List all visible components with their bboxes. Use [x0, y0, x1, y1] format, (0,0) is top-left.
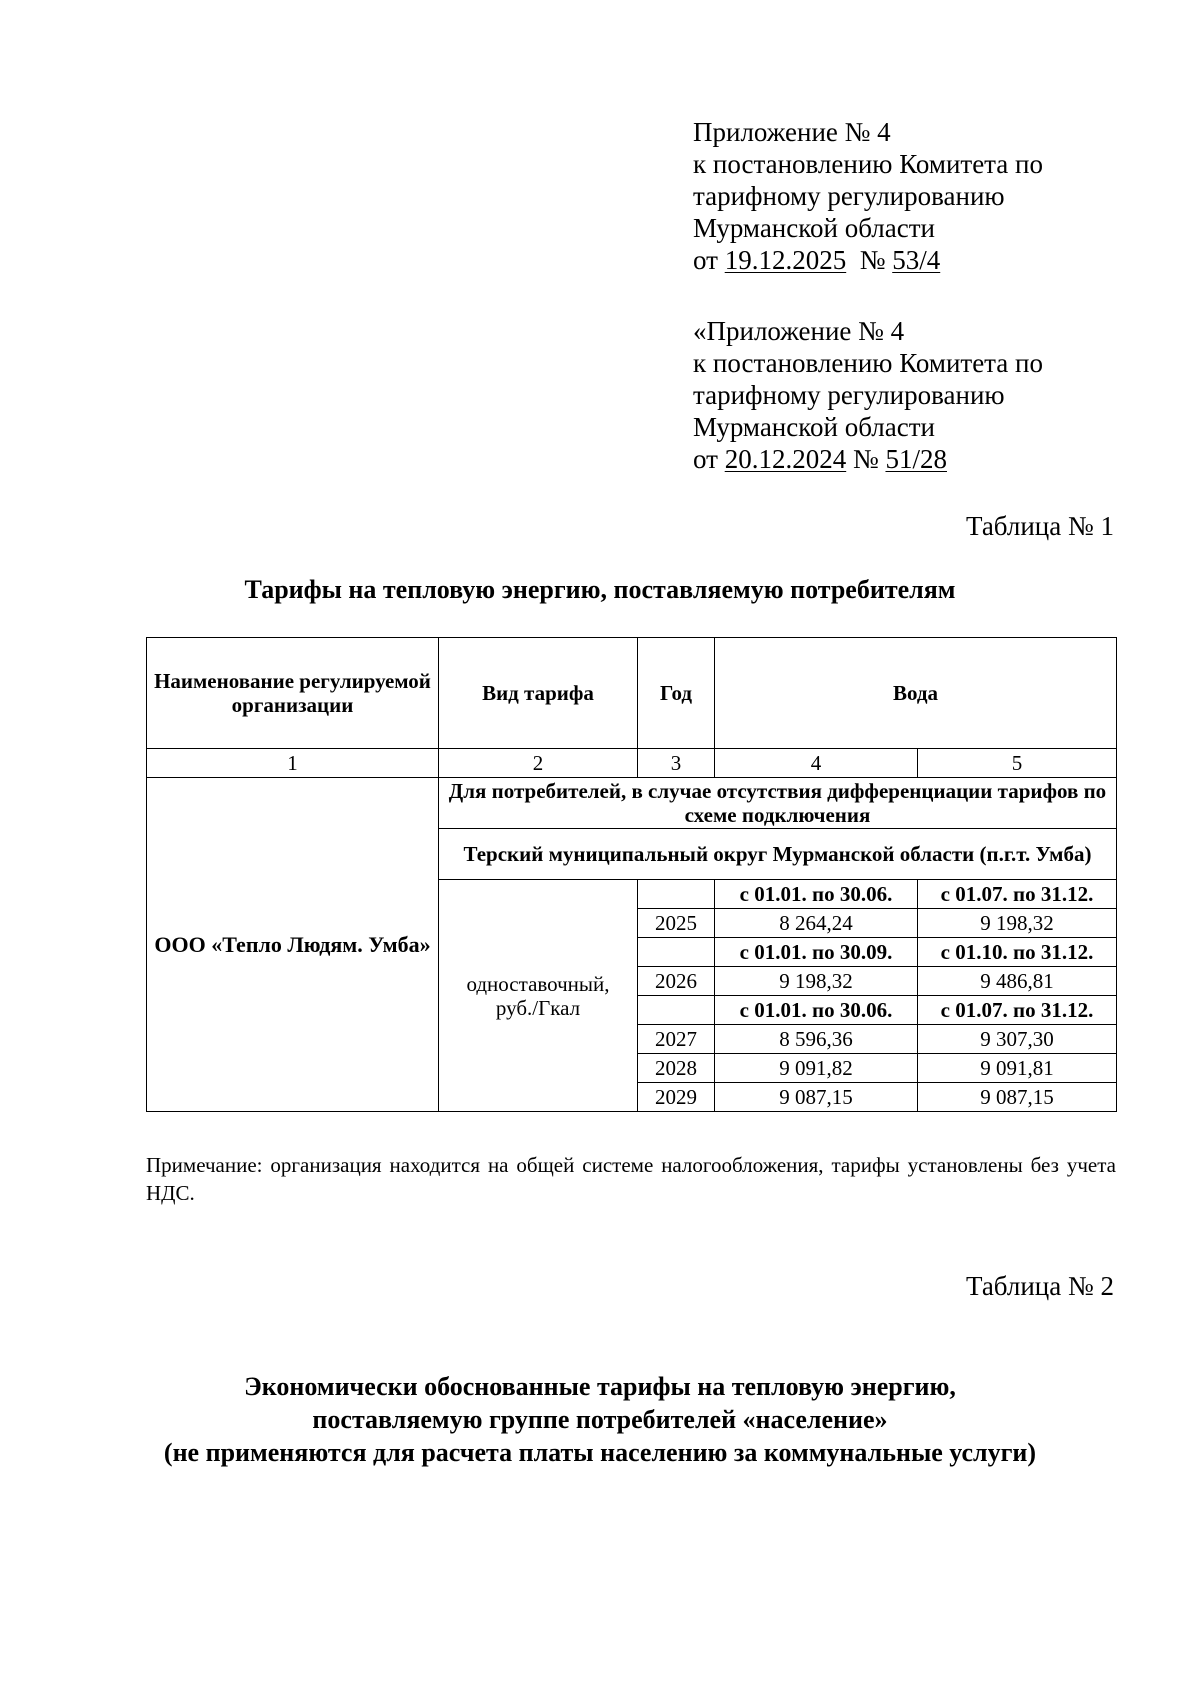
- appendix-date-line: [693, 244, 1043, 276]
- year-cell: 2025: [638, 909, 715, 938]
- resolution-date: 20.12.2024: [724, 444, 847, 474]
- appendix-header-current: [693, 116, 1043, 276]
- group-row: [147, 778, 1117, 829]
- value-cell: 9 198,32: [918, 909, 1117, 938]
- header-tariff-type: Вид тарифа: [439, 638, 638, 749]
- appendix-line: Мурманской области: [693, 213, 935, 243]
- period-cell: с 01.07. по 31.12.: [918, 880, 1117, 909]
- year-cell: [638, 938, 715, 967]
- year-cell: [638, 880, 715, 909]
- year-cell: [638, 996, 715, 1025]
- value-cell: 9 198,32: [715, 967, 918, 996]
- group-region: Терский муниципальный округ Мурманской области (п.г.т. Умба): [439, 829, 1117, 880]
- value-cell: 9 091,81: [918, 1054, 1117, 1083]
- period-cell: с 01.01. по 30.06.: [715, 880, 918, 909]
- period-cell: с 01.01. по 30.09.: [715, 938, 918, 967]
- period-cell: с 01.01. по 30.06.: [715, 996, 918, 1025]
- resolution-date: 19.12.2025: [724, 245, 847, 275]
- column-number-row: [147, 749, 1117, 778]
- table1-note: Примечание: организация находится на общей системе налогообложения, тарифы установлены без учета НДС.: [146, 1153, 1116, 1205]
- date-prefix: от: [693, 444, 718, 474]
- value-cell: 9 307,30: [918, 1025, 1117, 1054]
- value-cell: 8 596,36: [715, 1025, 918, 1054]
- col-number: 1: [147, 749, 439, 778]
- period-cell: с 01.07. по 31.12.: [918, 996, 1117, 1025]
- year-cell: 2027: [638, 1025, 715, 1054]
- appendix-line: Приложение № 4: [693, 117, 891, 147]
- table2-title-line: Экономически обоснованные тарифы на тепловую энергию,: [244, 1372, 956, 1401]
- appendix-line: к постановлению Комитета по: [693, 348, 1043, 378]
- table1-label: Таблица № 1: [966, 511, 1114, 541]
- appendix-line: к постановлению Комитета по: [693, 149, 1043, 179]
- year-cell: 2026: [638, 967, 715, 996]
- date-prefix: от: [693, 245, 718, 275]
- value-cell: 9 087,15: [918, 1083, 1117, 1112]
- value-cell: 8 264,24: [715, 909, 918, 938]
- table2-label: Таблица № 2: [966, 1271, 1114, 1301]
- table2-title: [0, 1370, 1200, 1469]
- organization-name: ООО «Тепло Людям. Умба»: [147, 778, 439, 1112]
- appendix-date-line: [693, 443, 1043, 475]
- value-cell: 9 486,81: [918, 967, 1117, 996]
- tariff-kind: одноставочный, руб./Гкал: [439, 880, 638, 1112]
- col-number: 2: [439, 749, 638, 778]
- header-year: Год: [638, 638, 715, 749]
- appendix-header-previous: [693, 315, 1043, 475]
- year-cell: 2028: [638, 1054, 715, 1083]
- number-prefix: №: [852, 444, 879, 474]
- table2-title-line: поставляемую группе потребителей «население»: [312, 1405, 888, 1434]
- header-water: Вода: [715, 638, 1117, 749]
- period-cell: с 01.10. по 31.12.: [918, 938, 1117, 967]
- year-cell: 2029: [638, 1083, 715, 1112]
- number-prefix: №: [859, 245, 886, 275]
- appendix-line: «Приложение № 4: [693, 316, 905, 346]
- table2-title-line: (не применяются для расчета платы населению за коммунальные услуги): [163, 1438, 1037, 1467]
- table-header-row: [147, 638, 1117, 749]
- header-org: Наименование регулируемой организации: [147, 638, 439, 749]
- table1-title: Тарифы на тепловую энергию, поставляемую потребителям: [244, 575, 956, 604]
- group-consumers: Для потребителей, в случае отсутствия дифференциации тарифов по схеме подключения: [439, 778, 1117, 829]
- resolution-number: 51/28: [885, 444, 947, 474]
- resolution-number: 53/4: [892, 245, 941, 275]
- col-number: 4: [715, 749, 918, 778]
- value-cell: 9 087,15: [715, 1083, 918, 1112]
- appendix-line: тарифному регулированию: [693, 181, 1005, 211]
- col-number: 3: [638, 749, 715, 778]
- tariff-table: [146, 637, 1117, 1112]
- appendix-line: тарифному регулированию: [693, 380, 1005, 410]
- col-number: 5: [918, 749, 1117, 778]
- appendix-line: Мурманской области: [693, 412, 935, 442]
- value-cell: 9 091,82: [715, 1054, 918, 1083]
